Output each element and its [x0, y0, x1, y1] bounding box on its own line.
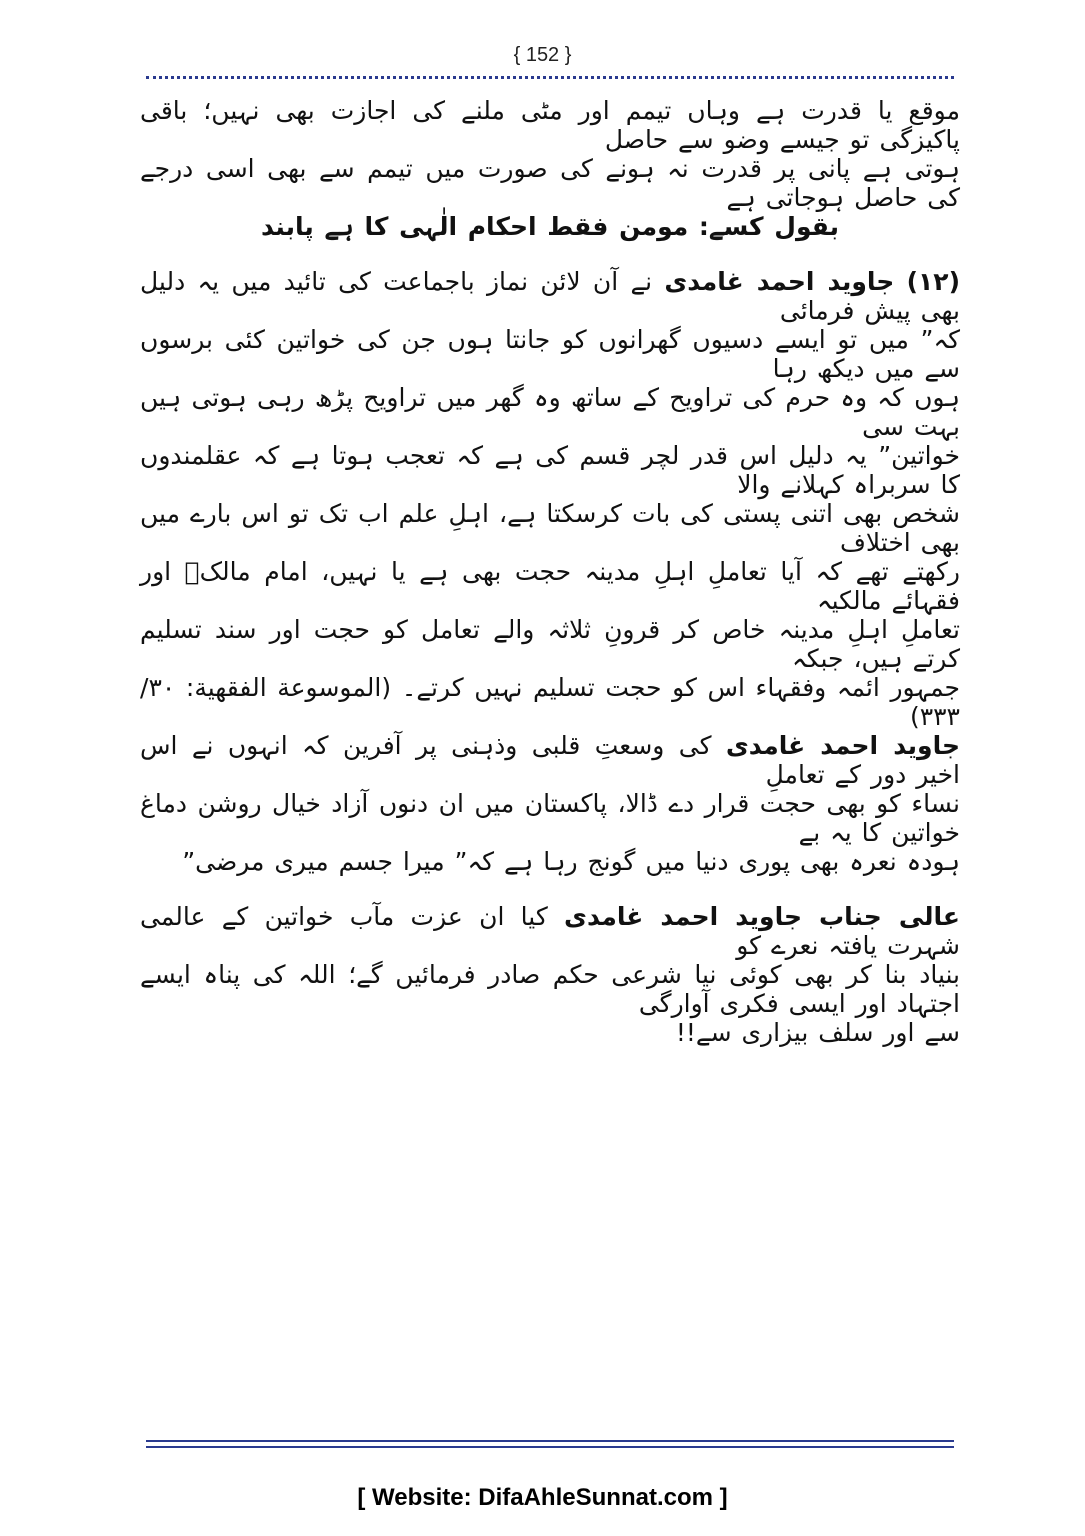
poetry-verse	[140, 212, 960, 267]
author-name: جاوید احمد غامدی	[664, 267, 895, 296]
text-line-4-rest: نے آن لائن نماز باجماعت کی تائید میں یہ دلیل بھی پیش فرمائی	[140, 267, 960, 325]
text-line-13: نساء کو بھی حجت قرار دے ڈالا، پاکستان میں ان دنوں آزاد خیال روشن دماغ خواتین کا یہ بے	[140, 789, 960, 847]
text-line-4	[140, 267, 960, 325]
footer-divider	[146, 1440, 954, 1448]
poetry-verse-text: بقول کسے: مومن فقط احکام الٰہی کا ہے پابند	[260, 212, 840, 241]
text-line-15	[140, 902, 960, 960]
text-line-16: بنیاد بنا کر بھی کوئی نیا شرعی حکم صادر فرمائیں گے؛ اللہ کی پناہ ایسے اجتہاد اور ایسی فکری آوارگی	[140, 960, 960, 1018]
text-line-14: ہودہ نعرہ بھی پوری دنیا میں گونج رہا ہے کہ” میرا جسم میری مرضی”	[182, 847, 960, 876]
author-name: عالی جناب جاوید احمد غامدی	[564, 902, 960, 931]
text-line-10: تعاملِ اہلِ مدینہ خاص کر قرونِ ثلاثہ والے تعامل کو حجت اور سند تسلیم کرتے ہیں، جبکہ	[140, 615, 960, 673]
website-footer: [ Website: DifaAhleSunnat.com ]	[357, 1484, 728, 1511]
text-line-1: موقع یا قدرت ہے وہاں تیمم اور مٹی ملنے کی اجازت بھی نہیں؛ باقی پاکیزگی تو جیسے وضو سے حاصل	[140, 96, 960, 154]
point-number: (۱۲)	[906, 267, 960, 296]
header-divider	[146, 76, 954, 79]
text-line-5: کہ” میں تو ایسے دسیوں گھرانوں کو جانتا ہوں جن کی خواتین کئی برسوں سے میں دیکھ رہا	[140, 325, 960, 383]
page-number: { 152 }	[513, 44, 572, 66]
text-line-11: جمہور ائمہ وفقہاء اس کو حجت تسلیم نہیں کرتے۔ (الموسوعة الفقهية: ۳۰/ ۳۳۳)	[140, 673, 960, 731]
text-line-12-rest: کی وسعتِ قلبی وذہنی پر آفرین کہ انہوں نے اس اخیر دور کے تعاملِ	[140, 731, 960, 789]
text-line-17: سے اور سلف بیزاری سے!!	[675, 1018, 960, 1047]
author-name: جاوید احمد غامدی	[725, 731, 960, 760]
text-line-12	[140, 731, 960, 789]
text-line-7: خواتین” یہ دلیل اس قدر لچر قسم کی ہے کہ تعجب ہوتا ہے کہ عقلمندوں کا سربراہ کہلانے والا	[140, 441, 960, 499]
text-line-15-rest: کیا ان عزت مآب خواتین کے عالمی شہرت یافتہ نعرے کو	[140, 902, 960, 960]
text-line-8: شخص بھی اتنی پستی کی بات کرسکتا ہے، اہلِ علم اب تک تو اس بارے میں بھی اختلاف	[140, 499, 960, 557]
page-body	[140, 96, 960, 1073]
text-line-9: رکھتے تھے کہ آیا تعاملِ اہلِ مدینہ حجت بھی ہے یا نہیں، امام مالکؒ اور فقہائے مالکیہ	[140, 557, 960, 615]
text-line-2: ہوتی ہے پانی پر قدرت نہ ہونے کی صورت میں تیمم سے بھی اسی درجے کی حاصل ہوجاتی ہے	[140, 154, 960, 212]
text-line-6: ہوں کہ وہ حرم کی تراویح کے ساتھ وہ گھر میں تراویح پڑھ رہی ہوتی ہیں بہت سی	[140, 383, 960, 441]
